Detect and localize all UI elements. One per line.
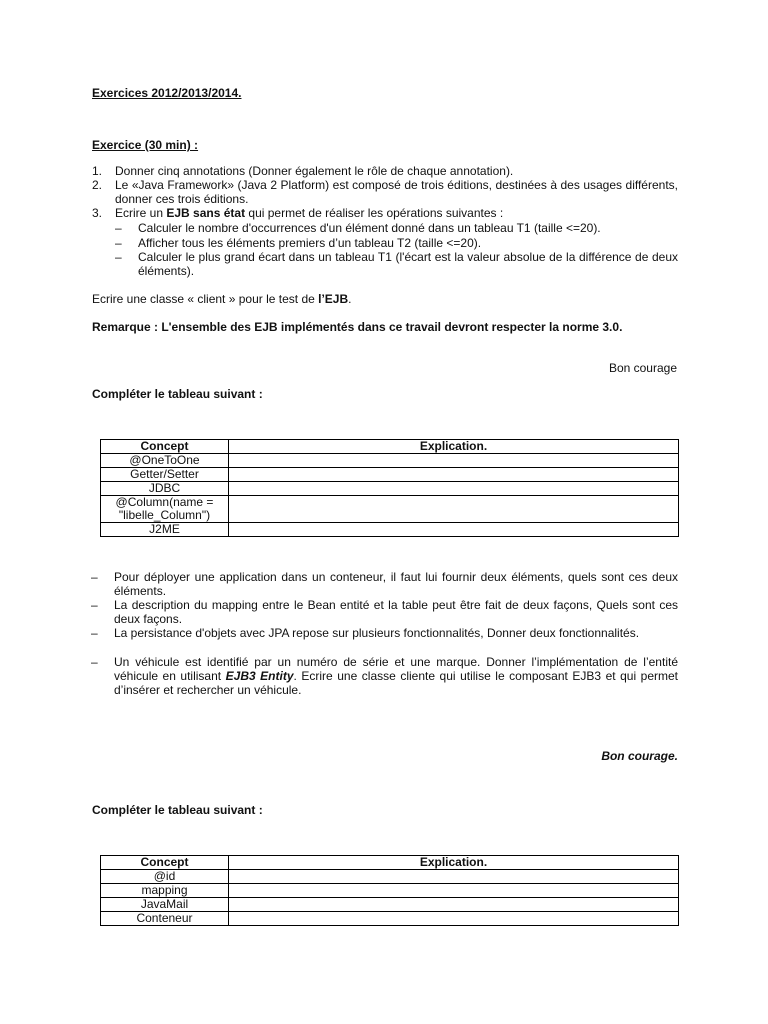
- item-text-bold: EJB sans état: [166, 206, 246, 220]
- client-after: .: [348, 292, 352, 306]
- item-number: 2.: [92, 178, 103, 192]
- explication-cell[interactable]: [229, 912, 679, 926]
- table-row: [101, 870, 679, 884]
- concept-cell: @id: [101, 870, 229, 884]
- document-header: Exercices 2012/2013/2014.: [92, 86, 242, 100]
- bon-courage-signoff-2: Bon courage.: [601, 749, 678, 763]
- client-before: Ecrire une classe « client » pour le test de: [92, 292, 319, 306]
- concept-cell: JDBC: [101, 482, 229, 496]
- explication-cell[interactable]: [229, 482, 679, 496]
- concept-cell: Conteneur: [101, 912, 229, 926]
- question-text: Pour déployer une application dans un conteneur, il faut lui fournir deux éléments, quels sont ces deux éléments.: [114, 570, 678, 598]
- question-text: [114, 655, 678, 697]
- table2-title: Compléter le tableau suivant :: [92, 803, 263, 817]
- table-row: [101, 496, 679, 523]
- client-instruction: [92, 292, 351, 306]
- client-bold: l’EJB: [318, 292, 349, 306]
- sub-item-text: Calculer le plus grand écart dans un tableau T1 (l'écart est la valeur absolue de la différence de deux éléments).: [138, 250, 678, 278]
- table1-title: Compléter le tableau suivant :: [92, 387, 263, 401]
- item-text: Donner cinq annotations (Donner également le rôle de chaque annotation).: [115, 164, 514, 178]
- concept-cell: J2ME: [101, 523, 229, 537]
- table-header-concept: Concept: [101, 856, 229, 870]
- concept-cell: Getter/Setter: [101, 468, 229, 482]
- explication-cell[interactable]: [229, 523, 679, 537]
- explication-cell[interactable]: [229, 884, 679, 898]
- question-text-after: . Ecrire une classe cliente qui utilise le composant EJB3 et qui permet d’insérer et rechercher un véhicule.: [114, 669, 678, 697]
- table-row: [101, 884, 679, 898]
- exercise-title: Exercice (30 min) :: [92, 138, 199, 152]
- table-row: [101, 482, 679, 496]
- table-header-explication: Explication.: [229, 440, 679, 454]
- dash-bullet: –: [91, 598, 98, 612]
- concept-cell: mapping: [101, 884, 229, 898]
- table-row: [101, 523, 679, 537]
- question-text: La persistance d'objets avec JPA repose sur plusieurs fonctionnalités, Donner deux fonctionnalités.: [114, 626, 640, 640]
- item-number: 3.: [92, 206, 103, 220]
- item-text: Le «Java Framework» (Java 2 Platform) est composé de trois éditions, destinées à des usages différents, donner ces trois éditions.: [115, 178, 678, 206]
- concept-table-2: [100, 855, 679, 926]
- dash-bullet: –: [91, 626, 98, 640]
- explication-cell[interactable]: [229, 870, 679, 884]
- question-text-bold: EJB3 Entity: [225, 669, 294, 683]
- table-header-explication: Explication.: [229, 856, 679, 870]
- item-number: 1.: [92, 164, 103, 178]
- remark: Remarque : L'ensemble des EJB implémentés dans ce travail devront respecter la norme 3.0.: [92, 320, 623, 334]
- table-row: [101, 468, 679, 482]
- table-row: [101, 454, 679, 468]
- concept-table-1: [100, 439, 679, 537]
- bon-courage-signoff: Bon courage: [608, 361, 677, 375]
- dash-bullet: –: [91, 655, 98, 669]
- question-text-before: Un véhicule est identifié par un numéro de série et une marque. Donner l’implémentation de l’entité véhicule en utilisant: [114, 655, 678, 683]
- item-text-before: Ecrire un: [115, 206, 167, 220]
- table-header-row: [101, 856, 679, 870]
- item-text: [115, 206, 678, 220]
- dash-bullet: –: [115, 221, 122, 235]
- explication-cell[interactable]: [229, 468, 679, 482]
- dash-bullet: –: [115, 236, 122, 250]
- concept-cell: JavaMail: [101, 898, 229, 912]
- table-row: [101, 912, 679, 926]
- explication-cell[interactable]: [229, 454, 679, 468]
- table-header-concept: Concept: [101, 440, 229, 454]
- item-text-after: qui permet de réaliser les opérations suivantes :: [245, 206, 504, 220]
- table-row: [101, 898, 679, 912]
- explication-cell[interactable]: [229, 898, 679, 912]
- dash-bullet: –: [115, 250, 122, 264]
- sub-item-text: Afficher tous les éléments premiers d’un tableau T2 (taille <=20).: [138, 236, 482, 250]
- concept-cell: @Column(name = "libelle_Column"): [101, 496, 229, 523]
- dash-bullet: –: [91, 570, 98, 584]
- explication-cell[interactable]: [229, 496, 679, 523]
- question-text: La description du mapping entre le Bean entité et la table peut être fait de deux façons, Quels sont ces deux façons.: [114, 598, 678, 626]
- sub-item-text: Calculer le nombre d'occurrences d'un élément donné dans un tableau T1 (taille <=20).: [138, 221, 601, 235]
- table-header-row: [101, 440, 679, 454]
- concept-cell: @OneToOne: [101, 454, 229, 468]
